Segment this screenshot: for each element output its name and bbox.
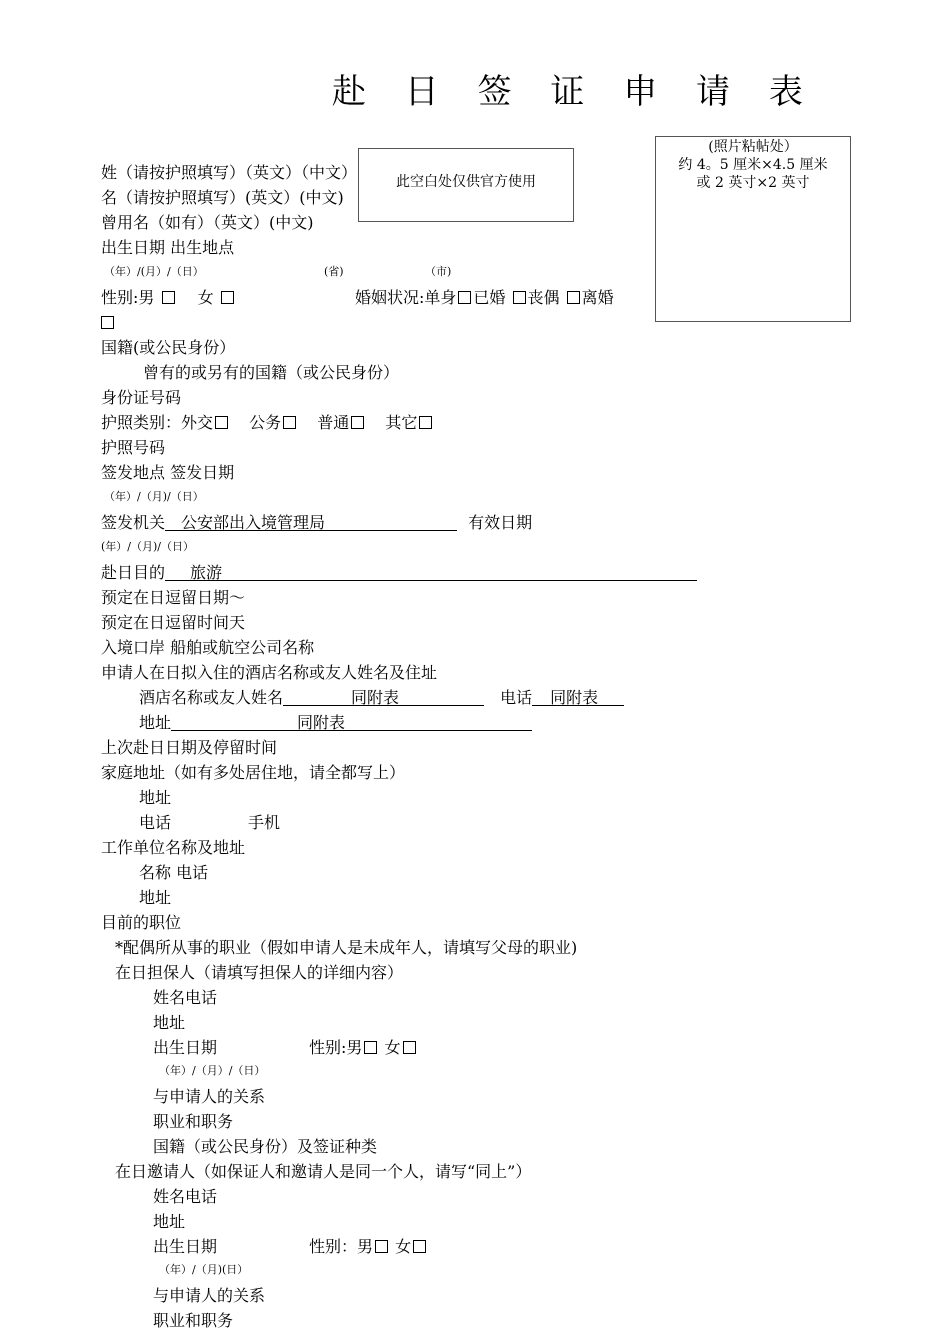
marital-divorced-checkbox-row — [101, 313, 116, 333]
sex-male-checkbox[interactable] — [162, 291, 175, 304]
issue-place-date-field[interactable]: 签发地点 签发日期 — [101, 463, 235, 482]
passport-type-label: 护照类别：外交 — [101, 413, 214, 432]
hotel-name-label: 酒店名称或友人姓名 — [139, 688, 284, 707]
last-visit-field[interactable]: 上次赴日日期及停留时间 — [101, 738, 278, 757]
stay-dates-field[interactable]: 预定在日逗留日期～ — [101, 588, 246, 607]
position-field[interactable]: 目前的职位 — [101, 913, 182, 932]
hotel-name-input[interactable] — [283, 688, 484, 706]
hotel-header: 申请人在日拟入住的酒店名称或友人姓名及住址 — [101, 663, 438, 682]
guarantor-sex-female-checkbox[interactable] — [403, 1041, 416, 1054]
stay-duration-field[interactable]: 预定在日逗留时间天 — [101, 613, 246, 632]
marital-single-checkbox[interactable] — [458, 291, 471, 304]
work-address-field[interactable]: 地址 — [139, 888, 172, 907]
marital-married-label: 已婚 — [473, 288, 506, 307]
photo-box-line1: (照片粘帖处） — [708, 139, 798, 155]
passport-ordinary-checkbox[interactable] — [351, 416, 364, 429]
issuing-authority-input[interactable] — [165, 513, 457, 531]
inviter-birth-hint: （年）/（月)(日） — [159, 1263, 249, 1276]
marital-label: 婚姻状况:单身 — [355, 288, 457, 307]
home-address-field[interactable]: 地址 — [139, 788, 172, 807]
issue-date-hint: （年）/（月)/（日） — [104, 490, 204, 503]
sex-female-label: 女 — [197, 288, 214, 307]
hotel-phone-input[interactable] — [532, 688, 624, 706]
hotel-phone-label: 电话 — [500, 688, 533, 707]
home-address-header: 家庭地址（如有多处居住地，请全都写上） — [101, 763, 406, 782]
marital-divorced-label: 离婚 — [581, 288, 614, 307]
sex-row — [101, 288, 236, 308]
expiry-date-hint: (年）/（月)/（日） — [101, 540, 194, 553]
purpose-label: 赴日目的 — [101, 563, 166, 582]
passport-other-checkbox[interactable] — [419, 416, 432, 429]
birth-province-hint: (省) — [324, 265, 344, 278]
guarantor-sex-label: 性别:男 — [309, 1038, 363, 1057]
official-use-label: 此空白处仅供官方使用 — [396, 174, 536, 190]
home-phone-field[interactable]: 电话 — [139, 813, 172, 832]
guarantor-job-field[interactable]: 职业和职务 — [153, 1112, 234, 1131]
given-name-field[interactable]: 名（请按护照填写）(英文）(中文) — [101, 188, 344, 207]
guarantor-address-field[interactable]: 地址 — [153, 1013, 186, 1032]
issuing-authority-row — [101, 513, 532, 533]
hotel-address-input[interactable] — [171, 713, 532, 731]
birth-field[interactable]: 出生日期 出生地点 — [101, 238, 235, 257]
purpose-value: 旅游 — [190, 563, 223, 582]
inviter-birth-field[interactable]: 出生日期 — [153, 1237, 218, 1256]
sex-female-checkbox[interactable] — [221, 291, 234, 304]
guarantor-nationality-field[interactable]: 国籍（或公民身份）及签证种类 — [153, 1137, 378, 1156]
guarantor-name-phone-field[interactable]: 姓名电话 — [153, 988, 218, 1007]
purpose-row — [101, 563, 697, 583]
inviter-sex-female-checkbox[interactable] — [413, 1240, 426, 1253]
guarantor-relation-field[interactable]: 与申请人的关系 — [153, 1087, 266, 1106]
photo-box[interactable] — [655, 136, 851, 322]
home-mobile-field[interactable]: 手机 — [248, 813, 281, 832]
guarantor-birth-field[interactable]: 出生日期 — [153, 1038, 218, 1057]
issuing-authority-label: 签发机关 — [101, 513, 166, 532]
form-title: 赴 日 签 证 申 请 表 — [332, 72, 817, 112]
inviter-job-field[interactable]: 职业和职务 — [153, 1311, 234, 1330]
hotel-phone-value: 同附表 — [550, 688, 599, 707]
photo-box-line2: 约 4。5 厘米×4.5 厘米 — [678, 157, 828, 173]
guarantor-header: 在日担保人（请填写担保人的详细内容） — [115, 963, 404, 982]
hotel-address-label: 地址 — [139, 713, 172, 732]
hotel-name-value: 同附表 — [351, 688, 400, 707]
former-name-field[interactable]: 曾用名（如有）（英文）(中文) — [101, 213, 314, 232]
inviter-header: 在日邀请人（如保证人和邀请人是同一个人，请写“同上”） — [115, 1162, 532, 1181]
surname-field[interactable]: 姓（请按护照填写）（英文）（中文） — [101, 163, 358, 182]
marital-divorced-checkbox[interactable] — [101, 316, 114, 329]
work-name-phone-field[interactable]: 名称 电话 — [139, 863, 209, 882]
passport-number-field[interactable]: 护照号码 — [101, 438, 166, 457]
id-number-field[interactable]: 身份证号码 — [101, 388, 182, 407]
inviter-sex-female-label: 女 — [395, 1237, 412, 1256]
guarantor-sex-male-checkbox[interactable] — [364, 1041, 377, 1054]
guarantor-sex-row — [309, 1038, 418, 1058]
purpose-input[interactable] — [165, 563, 697, 581]
passport-official-checkbox[interactable] — [283, 416, 296, 429]
inviter-sex-male-checkbox[interactable] — [375, 1240, 388, 1253]
marital-widowed-checkbox[interactable] — [567, 291, 580, 304]
marital-married-checkbox[interactable] — [513, 291, 526, 304]
work-header: 工作单位名称及地址 — [101, 838, 246, 857]
birth-city-hint: （市) — [425, 265, 452, 278]
inviter-relation-field[interactable]: 与申请人的关系 — [153, 1286, 266, 1305]
inviter-sex-label: 性别：男 — [309, 1237, 374, 1256]
marital-widowed-label: 丧偶 — [527, 288, 560, 307]
expiry-label: 有效日期 — [468, 513, 533, 532]
passport-official-label: 公务 — [249, 413, 282, 432]
nationality-field[interactable]: 国籍(或公民身份） — [101, 338, 236, 357]
inviter-name-phone-field[interactable]: 姓名电话 — [153, 1187, 218, 1206]
former-nationality-field[interactable]: 曾有的或另有的国籍（或公民身份） — [143, 363, 400, 382]
passport-type-row — [101, 413, 434, 433]
marital-row — [355, 288, 614, 308]
entry-port-field[interactable]: 入境口岸 船舶或航空公司名称 — [101, 638, 315, 657]
inviter-sex-row — [309, 1237, 428, 1257]
photo-box-line3: 或 2 英寸×2 英寸 — [696, 175, 810, 191]
hotel-address-row — [139, 713, 532, 733]
passport-ordinary-label: 普通 — [317, 413, 350, 432]
hotel-name-row — [139, 688, 624, 708]
hotel-address-value: 同附表 — [297, 713, 346, 732]
issuing-authority-value: 公安部出入境管理局 — [181, 513, 326, 532]
spouse-job-field[interactable]: *配偶所从事的职业（假如申请人是未成年人，请填写父母的职业) — [115, 938, 578, 957]
inviter-address-field[interactable]: 地址 — [153, 1212, 186, 1231]
guarantor-birth-hint: （年）/（月）/（日） — [159, 1064, 266, 1077]
passport-diplomatic-checkbox[interactable] — [215, 416, 228, 429]
official-use-box — [358, 148, 574, 222]
guarantor-sex-female-label: 女 — [384, 1038, 401, 1057]
birth-date-hint: （年）/(月）/（日） — [104, 265, 204, 278]
sex-label: 性别:男 — [101, 288, 155, 307]
passport-other-label: 其它 — [385, 413, 418, 432]
